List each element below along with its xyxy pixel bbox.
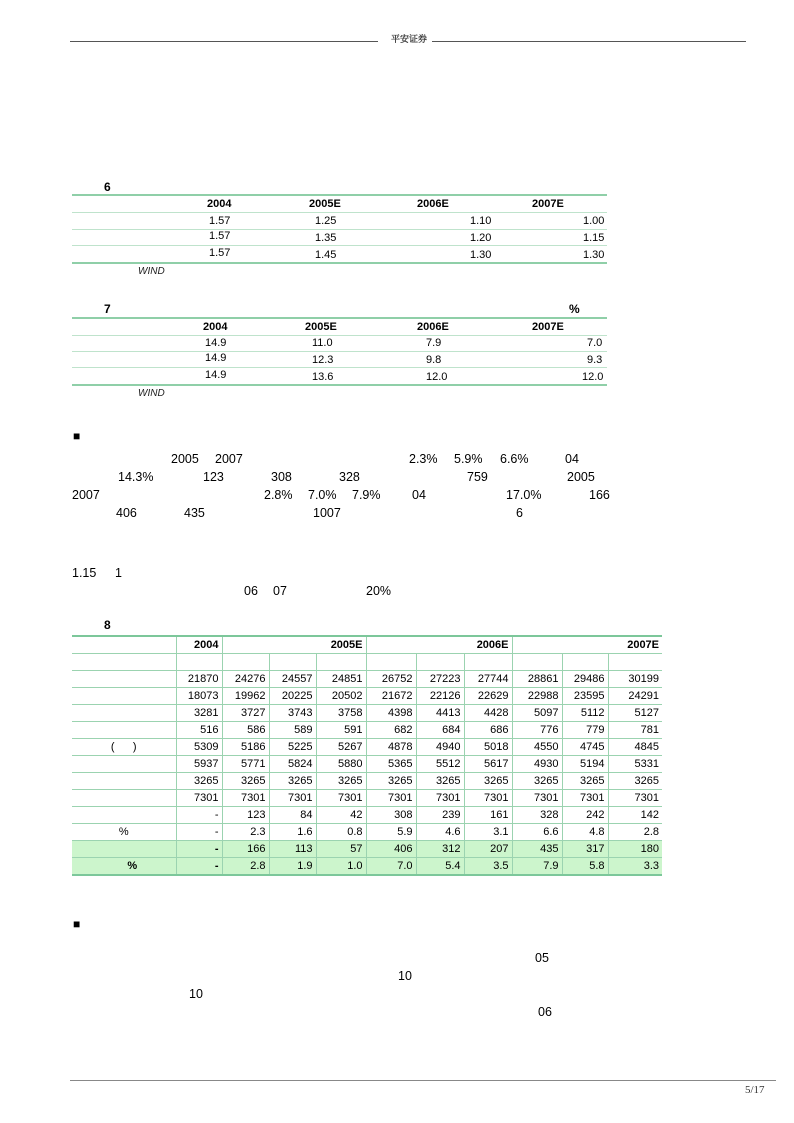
table6-cell: 1.00 [583, 215, 605, 227]
table8-cell: 5937 [176, 756, 222, 773]
table7-unit: % [569, 302, 580, 316]
s1-text: 20% [366, 584, 392, 598]
table8-cell: 22988 [512, 688, 562, 705]
table8-caption: 8 [104, 618, 111, 632]
table8-cell: 5.8 [562, 858, 608, 876]
s1-text: 2005 [171, 452, 199, 466]
header-rule-left [70, 41, 378, 42]
table8-cell: 308 [366, 807, 416, 824]
table8-cell: 3.3 [608, 858, 662, 876]
table8-cell: 207 [464, 841, 512, 858]
table8-cell: 123 [222, 807, 269, 824]
table7-header: 2004 [203, 321, 228, 333]
table8-cell: 84 [269, 807, 316, 824]
table8-cell: 3265 [464, 773, 512, 790]
table8-cell: 5771 [222, 756, 269, 773]
section1-bullet: ■ [73, 429, 81, 443]
table8-subheader-row [72, 654, 662, 671]
footer-rule [70, 1080, 776, 1081]
table8-cell: - [176, 807, 222, 824]
table-row [72, 739, 662, 756]
table7-cell: 12.0 [426, 371, 448, 383]
table8-cell: 5365 [366, 756, 416, 773]
table8-cell: 24557 [269, 671, 316, 688]
table8-cell: 4930 [512, 756, 562, 773]
table8-year: 2007E [512, 636, 662, 654]
s1-text: 07 [273, 584, 287, 598]
table8-cell: 7.9 [512, 858, 562, 876]
row-label [72, 807, 176, 824]
table8-cell: 3.5 [464, 858, 512, 876]
table8-cell: 7301 [464, 790, 512, 807]
table8-cell: 3265 [366, 773, 416, 790]
brand-logo: 平安证券 [390, 35, 427, 45]
table8-cell: 242 [562, 807, 608, 824]
table8-cell: 2.8 [608, 824, 662, 841]
table8-cell: 7.0 [366, 858, 416, 876]
table8-cell: 6.6 [512, 824, 562, 841]
table8-cell: 3265 [316, 773, 366, 790]
table8-cell: 24851 [316, 671, 366, 688]
table8 [72, 635, 662, 876]
s2-text: 10 [398, 969, 412, 983]
table8-cell: 20502 [316, 688, 366, 705]
table8-cell: 27744 [464, 671, 512, 688]
table6-cell: 1.30 [583, 249, 605, 261]
s1-text: 7.9% [352, 488, 381, 502]
table8-cell: 5267 [316, 739, 366, 756]
row-label [72, 722, 176, 739]
s1-text: 5.9% [454, 452, 483, 466]
table7-cell: 14.9 [205, 369, 227, 381]
table6-header: 2006E [417, 198, 449, 210]
table7-header: 2005E [305, 321, 337, 333]
table8-cell: 3281 [176, 705, 222, 722]
table8-cell: 1.9 [269, 858, 316, 876]
table8-cell: 23595 [562, 688, 608, 705]
table8-cell: 7301 [316, 790, 366, 807]
s1-text: 04 [565, 452, 579, 466]
table8-cell: 317 [562, 841, 608, 858]
table6-header: 2004 [207, 198, 232, 210]
s1-text: 7.0% [308, 488, 337, 502]
table-row [72, 790, 662, 807]
row-label [72, 756, 176, 773]
table8-cell: 5097 [512, 705, 562, 722]
table8-cell: 24291 [608, 688, 662, 705]
table6-cell: 1.57 [209, 230, 231, 242]
table8-cell: 4428 [464, 705, 512, 722]
table8-cell: 30199 [608, 671, 662, 688]
table8-cell: 5512 [416, 756, 464, 773]
table6-caption: 6 [104, 180, 111, 194]
table8-cell: 5824 [269, 756, 316, 773]
table8-cell: 27223 [416, 671, 464, 688]
s1-text: 1 [115, 566, 122, 580]
table6-cell: 1.35 [315, 232, 337, 244]
table8-cell: 26752 [366, 671, 416, 688]
table8-cell: 781 [608, 722, 662, 739]
s1-text: 17.0% [506, 488, 542, 502]
table8-cell: 2.3 [222, 824, 269, 841]
table8-cell: 4940 [416, 739, 464, 756]
table8-cell: 5186 [222, 739, 269, 756]
table8-cell: 1.6 [269, 824, 316, 841]
s1-text: 2.3% [409, 452, 438, 466]
s1-text: 2007 [215, 452, 243, 466]
table7-cell: 7.9 [426, 337, 442, 349]
table6-cell: 1.45 [315, 249, 337, 261]
table8-cell: 5225 [269, 739, 316, 756]
table8-cell: 18073 [176, 688, 222, 705]
table8-cell: 5331 [608, 756, 662, 773]
table8-year: 2004 [176, 636, 222, 654]
table7-cell: 12.3 [312, 354, 334, 366]
table8-cell: 166 [222, 841, 269, 858]
table8-cell: 5194 [562, 756, 608, 773]
s1-text: 328 [339, 470, 360, 484]
table6-cell: 1.57 [209, 247, 231, 259]
table8-cell: 3265 [176, 773, 222, 790]
table-row-highlight [72, 841, 662, 858]
s1-text: 123 [203, 470, 224, 484]
table7-cell: 13.6 [312, 371, 334, 383]
table7-cell: 7.0 [587, 337, 603, 349]
s1-text: 406 [116, 506, 137, 520]
table8-cell: - [176, 841, 222, 858]
row-label [72, 790, 176, 807]
table8-cell: 5617 [464, 756, 512, 773]
table8-cell: 0.8 [316, 824, 366, 841]
s1-text: 14.3% [118, 470, 154, 484]
table8-cell: 406 [366, 841, 416, 858]
table7 [72, 317, 607, 389]
s1-text: 04 [412, 488, 426, 502]
page-number: 5/17 [745, 1084, 765, 1096]
table8-cell: 5112 [562, 705, 608, 722]
s1-text: 2007 [72, 488, 100, 502]
table8-cell: 161 [464, 807, 512, 824]
table8-cell: 180 [608, 841, 662, 858]
table8-cell: 5.9 [366, 824, 416, 841]
table8-cell: 3265 [416, 773, 464, 790]
table8-cell: 142 [608, 807, 662, 824]
table-row [72, 824, 662, 841]
table6 [72, 194, 607, 266]
table8-cell: 19962 [222, 688, 269, 705]
table-row [72, 756, 662, 773]
table8-cell: 4845 [608, 739, 662, 756]
s1-text: 6.6% [500, 452, 529, 466]
row-label: ( ) [72, 739, 176, 756]
section2-bullet: ■ [73, 917, 81, 931]
table8-cell: 686 [464, 722, 512, 739]
s2-text: 10 [189, 987, 203, 1001]
table8-cell: 28861 [512, 671, 562, 688]
table8-cell: 20225 [269, 688, 316, 705]
table8-cell: 7301 [176, 790, 222, 807]
table8-cell: 3727 [222, 705, 269, 722]
table8-cell: 779 [562, 722, 608, 739]
s1-text: 308 [271, 470, 292, 484]
table8-cell: 4878 [366, 739, 416, 756]
s1-text: 6 [516, 506, 523, 520]
s1-text: 1007 [313, 506, 341, 520]
table8-cell: 5018 [464, 739, 512, 756]
table8-cell: 22629 [464, 688, 512, 705]
table8-cell: 113 [269, 841, 316, 858]
table8-cell: 1.0 [316, 858, 366, 876]
table8-cell: 22126 [416, 688, 464, 705]
s1-text: 2.8% [264, 488, 293, 502]
table8-cell: 682 [366, 722, 416, 739]
table6-header: 2005E [309, 198, 341, 210]
table8-cell: 589 [269, 722, 316, 739]
table-row [72, 688, 662, 705]
table8-cell: 5880 [316, 756, 366, 773]
table8-cell: 3265 [222, 773, 269, 790]
table8-cell: 586 [222, 722, 269, 739]
table8-cell: 3.1 [464, 824, 512, 841]
row-label [72, 773, 176, 790]
table-row-highlight [72, 858, 662, 876]
table7-cell: 14.9 [205, 337, 227, 349]
table8-cell: 2.8 [222, 858, 269, 876]
table7-header: 2006E [417, 321, 449, 333]
table8-cell: 3758 [316, 705, 366, 722]
table8-cell: 435 [512, 841, 562, 858]
s1-text: 166 [589, 488, 610, 502]
table8-cell: - [176, 858, 222, 876]
table8-cell: 42 [316, 807, 366, 824]
table8-year: 2006E [366, 636, 512, 654]
table8-cell: 3265 [269, 773, 316, 790]
s2-text: 06 [538, 1005, 552, 1019]
table8-cell: 7301 [222, 790, 269, 807]
table6-cell: 1.20 [470, 232, 492, 244]
header-rule-right [432, 41, 746, 42]
table6-header: 2007E [532, 198, 564, 210]
s1-text: 759 [467, 470, 488, 484]
table8-cell: 776 [512, 722, 562, 739]
s1-text: 435 [184, 506, 205, 520]
table7-header: 2007E [532, 321, 564, 333]
table8-cell: 7301 [512, 790, 562, 807]
table6-cell: 1.57 [209, 215, 231, 227]
table8-year: 2005E [222, 636, 366, 654]
table-row [72, 705, 662, 722]
table8-cell: 29486 [562, 671, 608, 688]
table8-cell: 328 [512, 807, 562, 824]
table8-cell: 3265 [562, 773, 608, 790]
table8-cell: 7301 [562, 790, 608, 807]
table7-cell: 11.0 [312, 337, 333, 349]
table7-cell: 9.8 [426, 354, 442, 366]
row-label [72, 705, 176, 722]
table8-cell: 3265 [512, 773, 562, 790]
table8-cell: 21672 [366, 688, 416, 705]
table8-cell: 5127 [608, 705, 662, 722]
table8-cell: 312 [416, 841, 464, 858]
table7-source: WIND [138, 388, 165, 399]
table-row [72, 807, 662, 824]
table7-cell: 12.0 [582, 371, 604, 383]
table6-cell: 1.30 [470, 249, 492, 261]
table8-cell: 4.6 [416, 824, 464, 841]
table8-cell: 3265 [608, 773, 662, 790]
table7-cell: 9.3 [587, 354, 603, 366]
table8-cell: 3743 [269, 705, 316, 722]
table8-cell: 5.4 [416, 858, 464, 876]
table7-caption: 7 [104, 302, 111, 316]
row-label [72, 671, 176, 688]
table8-cell: 5309 [176, 739, 222, 756]
table8-cell: 4745 [562, 739, 608, 756]
table7-cell: 14.9 [205, 352, 227, 364]
table8-cell: 7301 [416, 790, 464, 807]
table8-cell: 516 [176, 722, 222, 739]
table8-header-row [72, 636, 662, 654]
s2-text: 05 [535, 951, 549, 965]
table6-cell: 1.10 [470, 215, 492, 227]
table6-source: WIND [138, 266, 165, 277]
row-label [72, 688, 176, 705]
table8-cell: 7301 [366, 790, 416, 807]
table-row [72, 671, 662, 688]
row-label: % [72, 858, 176, 876]
s1-text: 2005 [567, 470, 595, 484]
table-row [72, 773, 662, 790]
table6-cell: 1.15 [583, 232, 605, 244]
table8-cell: - [176, 824, 222, 841]
table8-cell: 7301 [608, 790, 662, 807]
table8-cell: 4413 [416, 705, 464, 722]
table6-cell: 1.25 [315, 215, 337, 227]
table8-cell: 684 [416, 722, 464, 739]
table8-cell: 239 [416, 807, 464, 824]
table8-cell: 57 [316, 841, 366, 858]
row-label: % [72, 824, 176, 841]
s1-text: 1.15 [72, 566, 97, 580]
table8-cell: 7301 [269, 790, 316, 807]
table8-cell: 24276 [222, 671, 269, 688]
table8-cell: 21870 [176, 671, 222, 688]
table-row [72, 722, 662, 739]
table8-cell: 4.8 [562, 824, 608, 841]
table8-cell: 4550 [512, 739, 562, 756]
table8-cell: 591 [316, 722, 366, 739]
table8-cell: 4398 [366, 705, 416, 722]
s1-text: 06 [244, 584, 258, 598]
row-label [72, 841, 176, 858]
